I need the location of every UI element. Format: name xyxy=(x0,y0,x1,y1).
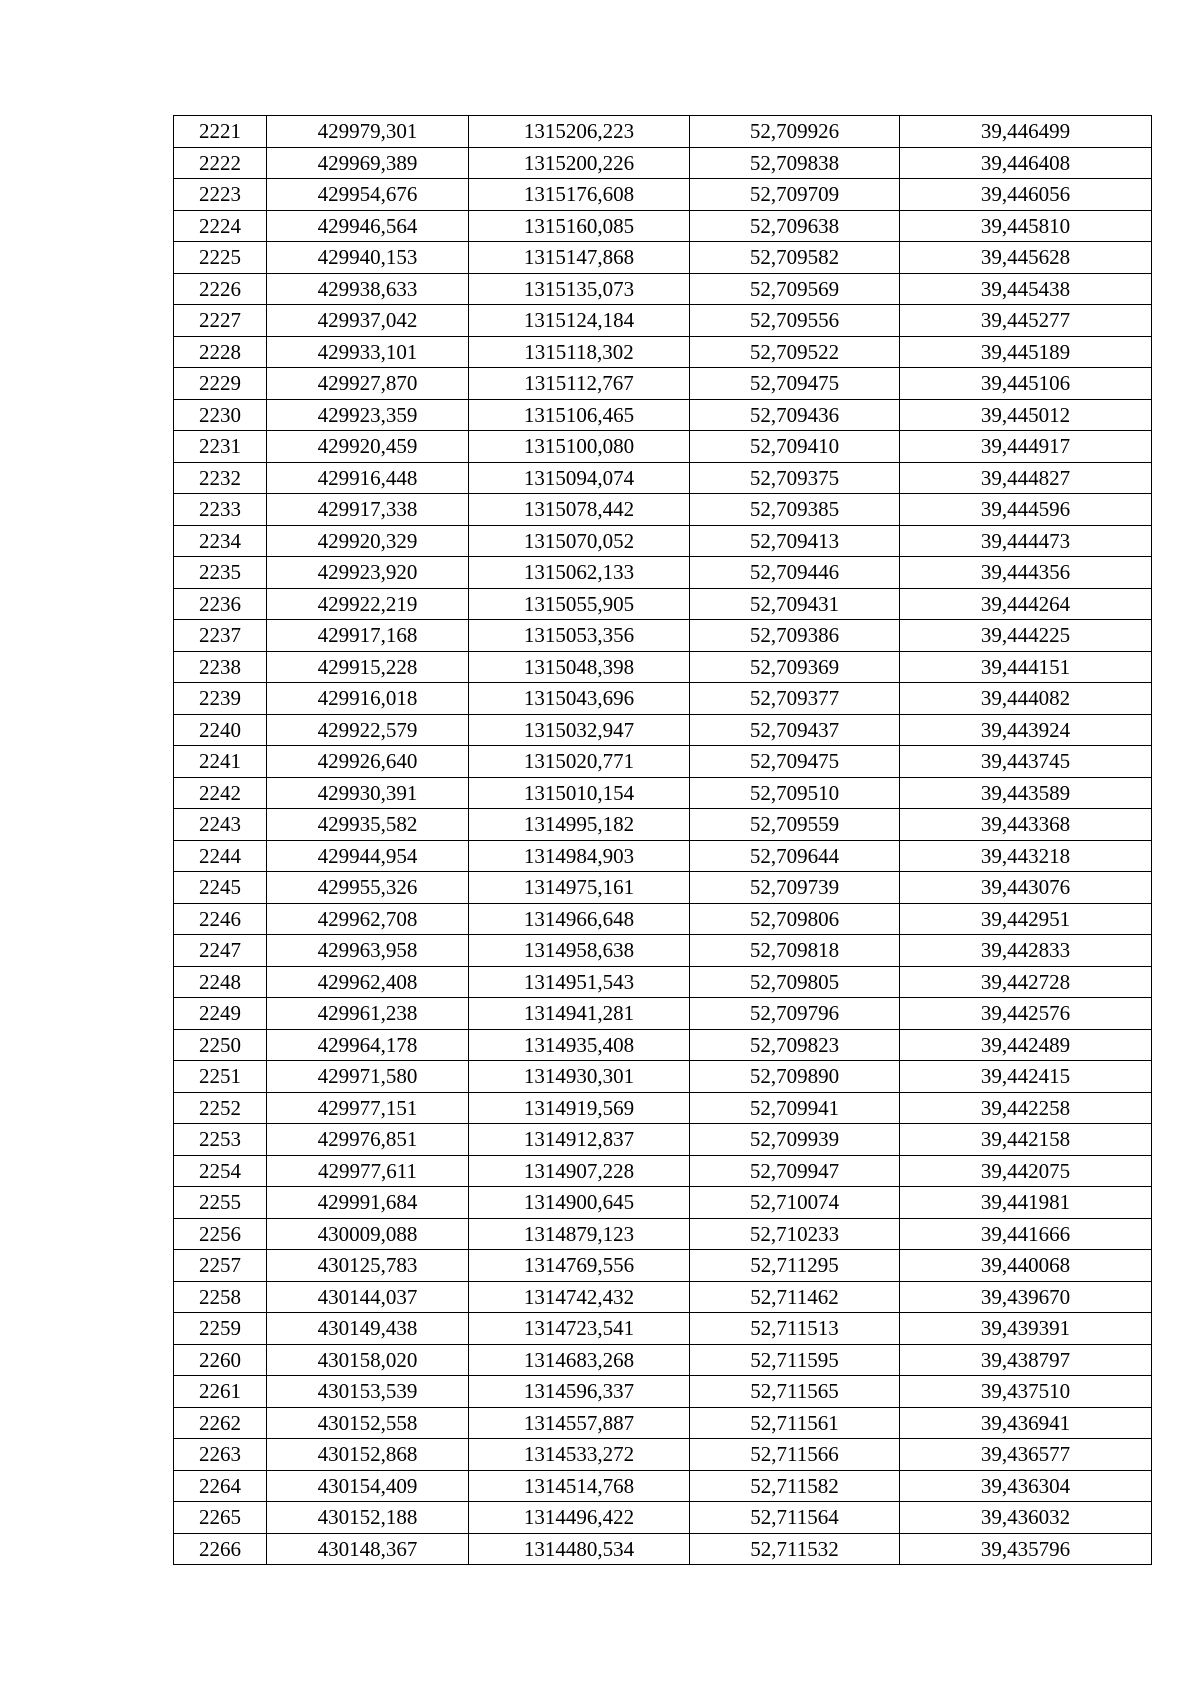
x-coordinate-cell: 429923,359 xyxy=(267,399,469,431)
x-coordinate-cell: 430154,409 xyxy=(267,1470,469,1502)
latitude-cell: 52,709437 xyxy=(690,714,900,746)
longitude-cell: 39,436304 xyxy=(900,1470,1152,1502)
longitude-cell: 39,439670 xyxy=(900,1281,1152,1313)
latitude-cell: 52,709939 xyxy=(690,1124,900,1156)
table-row xyxy=(174,777,1152,809)
table-row xyxy=(174,872,1152,904)
y-coordinate-cell: 1314930,301 xyxy=(469,1061,690,1093)
longitude-cell: 39,439391 xyxy=(900,1313,1152,1345)
latitude-cell: 52,711532 xyxy=(690,1533,900,1565)
y-coordinate-cell: 1314941,281 xyxy=(469,998,690,1030)
longitude-cell: 39,443076 xyxy=(900,872,1152,904)
table-row xyxy=(174,1281,1152,1313)
y-coordinate-cell: 1315094,074 xyxy=(469,462,690,494)
point-number-cell: 2227 xyxy=(174,305,267,337)
x-coordinate-cell: 430152,188 xyxy=(267,1502,469,1534)
point-number-cell: 2245 xyxy=(174,872,267,904)
table-row xyxy=(174,399,1152,431)
x-coordinate-cell: 429927,870 xyxy=(267,368,469,400)
point-number-cell: 2237 xyxy=(174,620,267,652)
y-coordinate-cell: 1314995,182 xyxy=(469,809,690,841)
point-number-cell: 2263 xyxy=(174,1439,267,1471)
y-coordinate-cell: 1315048,398 xyxy=(469,651,690,683)
latitude-cell: 52,711564 xyxy=(690,1502,900,1534)
longitude-cell: 39,444264 xyxy=(900,588,1152,620)
point-number-cell: 2248 xyxy=(174,966,267,998)
y-coordinate-cell: 1314742,432 xyxy=(469,1281,690,1313)
latitude-cell: 52,709644 xyxy=(690,840,900,872)
latitude-cell: 52,709739 xyxy=(690,872,900,904)
latitude-cell: 52,709510 xyxy=(690,777,900,809)
latitude-cell: 52,711561 xyxy=(690,1407,900,1439)
longitude-cell: 39,445810 xyxy=(900,210,1152,242)
longitude-cell: 39,442728 xyxy=(900,966,1152,998)
longitude-cell: 39,436941 xyxy=(900,1407,1152,1439)
y-coordinate-cell: 1314951,543 xyxy=(469,966,690,998)
table-row xyxy=(174,1061,1152,1093)
table-row xyxy=(174,588,1152,620)
table-row xyxy=(174,809,1152,841)
point-number-cell: 2242 xyxy=(174,777,267,809)
latitude-cell: 52,711582 xyxy=(690,1470,900,1502)
y-coordinate-cell: 1315147,868 xyxy=(469,242,690,274)
x-coordinate-cell: 429991,684 xyxy=(267,1187,469,1219)
table-row xyxy=(174,242,1152,274)
longitude-cell: 39,443745 xyxy=(900,746,1152,778)
x-coordinate-cell: 430158,020 xyxy=(267,1344,469,1376)
latitude-cell: 52,709369 xyxy=(690,651,900,683)
point-number-cell: 2262 xyxy=(174,1407,267,1439)
point-number-cell: 2254 xyxy=(174,1155,267,1187)
longitude-cell: 39,443368 xyxy=(900,809,1152,841)
longitude-cell: 39,440068 xyxy=(900,1250,1152,1282)
y-coordinate-cell: 1315200,226 xyxy=(469,147,690,179)
x-coordinate-cell: 430152,868 xyxy=(267,1439,469,1471)
point-number-cell: 2253 xyxy=(174,1124,267,1156)
longitude-cell: 39,445106 xyxy=(900,368,1152,400)
latitude-cell: 52,709941 xyxy=(690,1092,900,1124)
y-coordinate-cell: 1315124,184 xyxy=(469,305,690,337)
longitude-cell: 39,442833 xyxy=(900,935,1152,967)
table-row xyxy=(174,1439,1152,1471)
x-coordinate-cell: 429954,676 xyxy=(267,179,469,211)
table-row xyxy=(174,683,1152,715)
latitude-cell: 52,711513 xyxy=(690,1313,900,1345)
longitude-cell: 39,444225 xyxy=(900,620,1152,652)
point-number-cell: 2243 xyxy=(174,809,267,841)
latitude-cell: 52,711295 xyxy=(690,1250,900,1282)
longitude-cell: 39,443218 xyxy=(900,840,1152,872)
longitude-cell: 39,442489 xyxy=(900,1029,1152,1061)
latitude-cell: 52,709823 xyxy=(690,1029,900,1061)
x-coordinate-cell: 429969,389 xyxy=(267,147,469,179)
table-row xyxy=(174,1218,1152,1250)
latitude-cell: 52,709475 xyxy=(690,368,900,400)
x-coordinate-cell: 430125,783 xyxy=(267,1250,469,1282)
longitude-cell: 39,445189 xyxy=(900,336,1152,368)
latitude-cell: 52,711462 xyxy=(690,1281,900,1313)
y-coordinate-cell: 1315106,465 xyxy=(469,399,690,431)
longitude-cell: 39,444082 xyxy=(900,683,1152,715)
longitude-cell: 39,446408 xyxy=(900,147,1152,179)
point-number-cell: 2246 xyxy=(174,903,267,935)
latitude-cell: 52,709556 xyxy=(690,305,900,337)
latitude-cell: 52,709431 xyxy=(690,588,900,620)
table-row xyxy=(174,1470,1152,1502)
y-coordinate-cell: 1315070,052 xyxy=(469,525,690,557)
table-row xyxy=(174,1092,1152,1124)
table-row xyxy=(174,1502,1152,1534)
x-coordinate-cell: 429964,178 xyxy=(267,1029,469,1061)
point-number-cell: 2223 xyxy=(174,179,267,211)
x-coordinate-cell: 430144,037 xyxy=(267,1281,469,1313)
y-coordinate-cell: 1315135,073 xyxy=(469,273,690,305)
table-row xyxy=(174,525,1152,557)
coordinate-table xyxy=(173,115,1152,1565)
x-coordinate-cell: 429916,018 xyxy=(267,683,469,715)
x-coordinate-cell: 429938,633 xyxy=(267,273,469,305)
table-row xyxy=(174,935,1152,967)
table-row xyxy=(174,557,1152,589)
y-coordinate-cell: 1314984,903 xyxy=(469,840,690,872)
y-coordinate-cell: 1314533,272 xyxy=(469,1439,690,1471)
x-coordinate-cell: 429977,151 xyxy=(267,1092,469,1124)
latitude-cell: 52,710233 xyxy=(690,1218,900,1250)
table-row xyxy=(174,1344,1152,1376)
longitude-cell: 39,442258 xyxy=(900,1092,1152,1124)
latitude-cell: 52,709436 xyxy=(690,399,900,431)
latitude-cell: 52,709385 xyxy=(690,494,900,526)
y-coordinate-cell: 1315062,133 xyxy=(469,557,690,589)
point-number-cell: 2259 xyxy=(174,1313,267,1345)
coordinate-table-body xyxy=(174,116,1152,1565)
longitude-cell: 39,444596 xyxy=(900,494,1152,526)
longitude-cell: 39,443924 xyxy=(900,714,1152,746)
latitude-cell: 52,709947 xyxy=(690,1155,900,1187)
y-coordinate-cell: 1315176,608 xyxy=(469,179,690,211)
latitude-cell: 52,709377 xyxy=(690,683,900,715)
longitude-cell: 39,442415 xyxy=(900,1061,1152,1093)
table-row xyxy=(174,368,1152,400)
x-coordinate-cell: 429915,228 xyxy=(267,651,469,683)
point-number-cell: 2234 xyxy=(174,525,267,557)
y-coordinate-cell: 1314879,123 xyxy=(469,1218,690,1250)
x-coordinate-cell: 429922,219 xyxy=(267,588,469,620)
y-coordinate-cell: 1314935,408 xyxy=(469,1029,690,1061)
table-row xyxy=(174,179,1152,211)
x-coordinate-cell: 429920,459 xyxy=(267,431,469,463)
x-coordinate-cell: 429963,958 xyxy=(267,935,469,967)
longitude-cell: 39,446499 xyxy=(900,116,1152,148)
point-number-cell: 2236 xyxy=(174,588,267,620)
latitude-cell: 52,709796 xyxy=(690,998,900,1030)
point-number-cell: 2224 xyxy=(174,210,267,242)
table-row xyxy=(174,1124,1152,1156)
point-number-cell: 2249 xyxy=(174,998,267,1030)
point-number-cell: 2238 xyxy=(174,651,267,683)
latitude-cell: 52,709638 xyxy=(690,210,900,242)
y-coordinate-cell: 1314723,541 xyxy=(469,1313,690,1345)
y-coordinate-cell: 1314683,268 xyxy=(469,1344,690,1376)
latitude-cell: 52,710074 xyxy=(690,1187,900,1219)
point-number-cell: 2260 xyxy=(174,1344,267,1376)
x-coordinate-cell: 430009,088 xyxy=(267,1218,469,1250)
x-coordinate-cell: 429955,326 xyxy=(267,872,469,904)
x-coordinate-cell: 429976,851 xyxy=(267,1124,469,1156)
y-coordinate-cell: 1314557,887 xyxy=(469,1407,690,1439)
latitude-cell: 52,709890 xyxy=(690,1061,900,1093)
latitude-cell: 52,709818 xyxy=(690,935,900,967)
y-coordinate-cell: 1314514,768 xyxy=(469,1470,690,1502)
longitude-cell: 39,435796 xyxy=(900,1533,1152,1565)
point-number-cell: 2261 xyxy=(174,1376,267,1408)
point-number-cell: 2225 xyxy=(174,242,267,274)
longitude-cell: 39,443589 xyxy=(900,777,1152,809)
point-number-cell: 2266 xyxy=(174,1533,267,1565)
latitude-cell: 52,709569 xyxy=(690,273,900,305)
y-coordinate-cell: 1314958,638 xyxy=(469,935,690,967)
x-coordinate-cell: 429922,579 xyxy=(267,714,469,746)
table-row xyxy=(174,462,1152,494)
latitude-cell: 52,709375 xyxy=(690,462,900,494)
table-row xyxy=(174,431,1152,463)
table-row xyxy=(174,1250,1152,1282)
longitude-cell: 39,445438 xyxy=(900,273,1152,305)
point-number-cell: 2228 xyxy=(174,336,267,368)
x-coordinate-cell: 429917,168 xyxy=(267,620,469,652)
x-coordinate-cell: 429923,920 xyxy=(267,557,469,589)
table-row xyxy=(174,620,1152,652)
table-row xyxy=(174,966,1152,998)
longitude-cell: 39,442576 xyxy=(900,998,1152,1030)
table-row xyxy=(174,336,1152,368)
longitude-cell: 39,442951 xyxy=(900,903,1152,935)
latitude-cell: 52,709805 xyxy=(690,966,900,998)
x-coordinate-cell: 429917,338 xyxy=(267,494,469,526)
point-number-cell: 2240 xyxy=(174,714,267,746)
y-coordinate-cell: 1315055,905 xyxy=(469,588,690,620)
point-number-cell: 2264 xyxy=(174,1470,267,1502)
table-row xyxy=(174,1376,1152,1408)
point-number-cell: 2221 xyxy=(174,116,267,148)
y-coordinate-cell: 1315118,302 xyxy=(469,336,690,368)
longitude-cell: 39,445277 xyxy=(900,305,1152,337)
y-coordinate-cell: 1314907,228 xyxy=(469,1155,690,1187)
x-coordinate-cell: 429937,042 xyxy=(267,305,469,337)
table-row xyxy=(174,998,1152,1030)
longitude-cell: 39,442075 xyxy=(900,1155,1152,1187)
latitude-cell: 52,709475 xyxy=(690,746,900,778)
point-number-cell: 2230 xyxy=(174,399,267,431)
y-coordinate-cell: 1314912,837 xyxy=(469,1124,690,1156)
table-row xyxy=(174,1029,1152,1061)
longitude-cell: 39,444356 xyxy=(900,557,1152,589)
y-coordinate-cell: 1315078,442 xyxy=(469,494,690,526)
table-row xyxy=(174,147,1152,179)
x-coordinate-cell: 430148,367 xyxy=(267,1533,469,1565)
point-number-cell: 2226 xyxy=(174,273,267,305)
y-coordinate-cell: 1314769,556 xyxy=(469,1250,690,1282)
longitude-cell: 39,445628 xyxy=(900,242,1152,274)
x-coordinate-cell: 429930,391 xyxy=(267,777,469,809)
point-number-cell: 2255 xyxy=(174,1187,267,1219)
y-coordinate-cell: 1314975,161 xyxy=(469,872,690,904)
x-coordinate-cell: 429946,564 xyxy=(267,210,469,242)
latitude-cell: 52,709926 xyxy=(690,116,900,148)
y-coordinate-cell: 1314900,645 xyxy=(469,1187,690,1219)
latitude-cell: 52,709806 xyxy=(690,903,900,935)
y-coordinate-cell: 1315100,080 xyxy=(469,431,690,463)
latitude-cell: 52,709410 xyxy=(690,431,900,463)
longitude-cell: 39,438797 xyxy=(900,1344,1152,1376)
y-coordinate-cell: 1315032,947 xyxy=(469,714,690,746)
latitude-cell: 52,709838 xyxy=(690,147,900,179)
point-number-cell: 2233 xyxy=(174,494,267,526)
point-number-cell: 2222 xyxy=(174,147,267,179)
point-number-cell: 2232 xyxy=(174,462,267,494)
x-coordinate-cell: 429971,580 xyxy=(267,1061,469,1093)
latitude-cell: 52,711565 xyxy=(690,1376,900,1408)
table-row xyxy=(174,840,1152,872)
point-number-cell: 2229 xyxy=(174,368,267,400)
x-coordinate-cell: 429940,153 xyxy=(267,242,469,274)
table-row xyxy=(174,305,1152,337)
x-coordinate-cell: 429933,101 xyxy=(267,336,469,368)
x-coordinate-cell: 429961,238 xyxy=(267,998,469,1030)
y-coordinate-cell: 1314919,569 xyxy=(469,1092,690,1124)
latitude-cell: 52,709386 xyxy=(690,620,900,652)
y-coordinate-cell: 1314596,337 xyxy=(469,1376,690,1408)
x-coordinate-cell: 429916,448 xyxy=(267,462,469,494)
y-coordinate-cell: 1315043,696 xyxy=(469,683,690,715)
y-coordinate-cell: 1315053,356 xyxy=(469,620,690,652)
latitude-cell: 52,709582 xyxy=(690,242,900,274)
table-row xyxy=(174,116,1152,148)
y-coordinate-cell: 1314480,534 xyxy=(469,1533,690,1565)
point-number-cell: 2241 xyxy=(174,746,267,778)
point-number-cell: 2250 xyxy=(174,1029,267,1061)
longitude-cell: 39,437510 xyxy=(900,1376,1152,1408)
latitude-cell: 52,711566 xyxy=(690,1439,900,1471)
x-coordinate-cell: 430149,438 xyxy=(267,1313,469,1345)
y-coordinate-cell: 1315160,085 xyxy=(469,210,690,242)
y-coordinate-cell: 1315010,154 xyxy=(469,777,690,809)
y-coordinate-cell: 1314496,422 xyxy=(469,1502,690,1534)
longitude-cell: 39,444917 xyxy=(900,431,1152,463)
point-number-cell: 2247 xyxy=(174,935,267,967)
y-coordinate-cell: 1315206,223 xyxy=(469,116,690,148)
longitude-cell: 39,444827 xyxy=(900,462,1152,494)
point-number-cell: 2235 xyxy=(174,557,267,589)
table-row xyxy=(174,714,1152,746)
longitude-cell: 39,442158 xyxy=(900,1124,1152,1156)
latitude-cell: 52,709413 xyxy=(690,525,900,557)
x-coordinate-cell: 429920,329 xyxy=(267,525,469,557)
table-row xyxy=(174,1187,1152,1219)
table-row xyxy=(174,1313,1152,1345)
table-row xyxy=(174,903,1152,935)
longitude-cell: 39,436577 xyxy=(900,1439,1152,1471)
x-coordinate-cell: 429926,640 xyxy=(267,746,469,778)
latitude-cell: 52,709709 xyxy=(690,179,900,211)
longitude-cell: 39,444473 xyxy=(900,525,1152,557)
x-coordinate-cell: 429979,301 xyxy=(267,116,469,148)
longitude-cell: 39,444151 xyxy=(900,651,1152,683)
x-coordinate-cell: 429977,611 xyxy=(267,1155,469,1187)
y-coordinate-cell: 1315112,767 xyxy=(469,368,690,400)
latitude-cell: 52,709446 xyxy=(690,557,900,589)
latitude-cell: 52,709522 xyxy=(690,336,900,368)
x-coordinate-cell: 429935,582 xyxy=(267,809,469,841)
point-number-cell: 2244 xyxy=(174,840,267,872)
latitude-cell: 52,709559 xyxy=(690,809,900,841)
point-number-cell: 2231 xyxy=(174,431,267,463)
table-row xyxy=(174,273,1152,305)
table-row xyxy=(174,1155,1152,1187)
longitude-cell: 39,446056 xyxy=(900,179,1152,211)
x-coordinate-cell: 430153,539 xyxy=(267,1376,469,1408)
point-number-cell: 2258 xyxy=(174,1281,267,1313)
point-number-cell: 2252 xyxy=(174,1092,267,1124)
longitude-cell: 39,441981 xyxy=(900,1187,1152,1219)
y-coordinate-cell: 1314966,648 xyxy=(469,903,690,935)
table-row xyxy=(174,210,1152,242)
point-number-cell: 2257 xyxy=(174,1250,267,1282)
x-coordinate-cell: 429962,708 xyxy=(267,903,469,935)
table-row xyxy=(174,1533,1152,1565)
latitude-cell: 52,711595 xyxy=(690,1344,900,1376)
table-row xyxy=(174,746,1152,778)
point-number-cell: 2256 xyxy=(174,1218,267,1250)
longitude-cell: 39,441666 xyxy=(900,1218,1152,1250)
x-coordinate-cell: 429944,954 xyxy=(267,840,469,872)
longitude-cell: 39,445012 xyxy=(900,399,1152,431)
table-row xyxy=(174,1407,1152,1439)
y-coordinate-cell: 1315020,771 xyxy=(469,746,690,778)
point-number-cell: 2251 xyxy=(174,1061,267,1093)
x-coordinate-cell: 430152,558 xyxy=(267,1407,469,1439)
point-number-cell: 2265 xyxy=(174,1502,267,1534)
table-row xyxy=(174,494,1152,526)
longitude-cell: 39,436032 xyxy=(900,1502,1152,1534)
point-number-cell: 2239 xyxy=(174,683,267,715)
x-coordinate-cell: 429962,408 xyxy=(267,966,469,998)
table-row xyxy=(174,651,1152,683)
